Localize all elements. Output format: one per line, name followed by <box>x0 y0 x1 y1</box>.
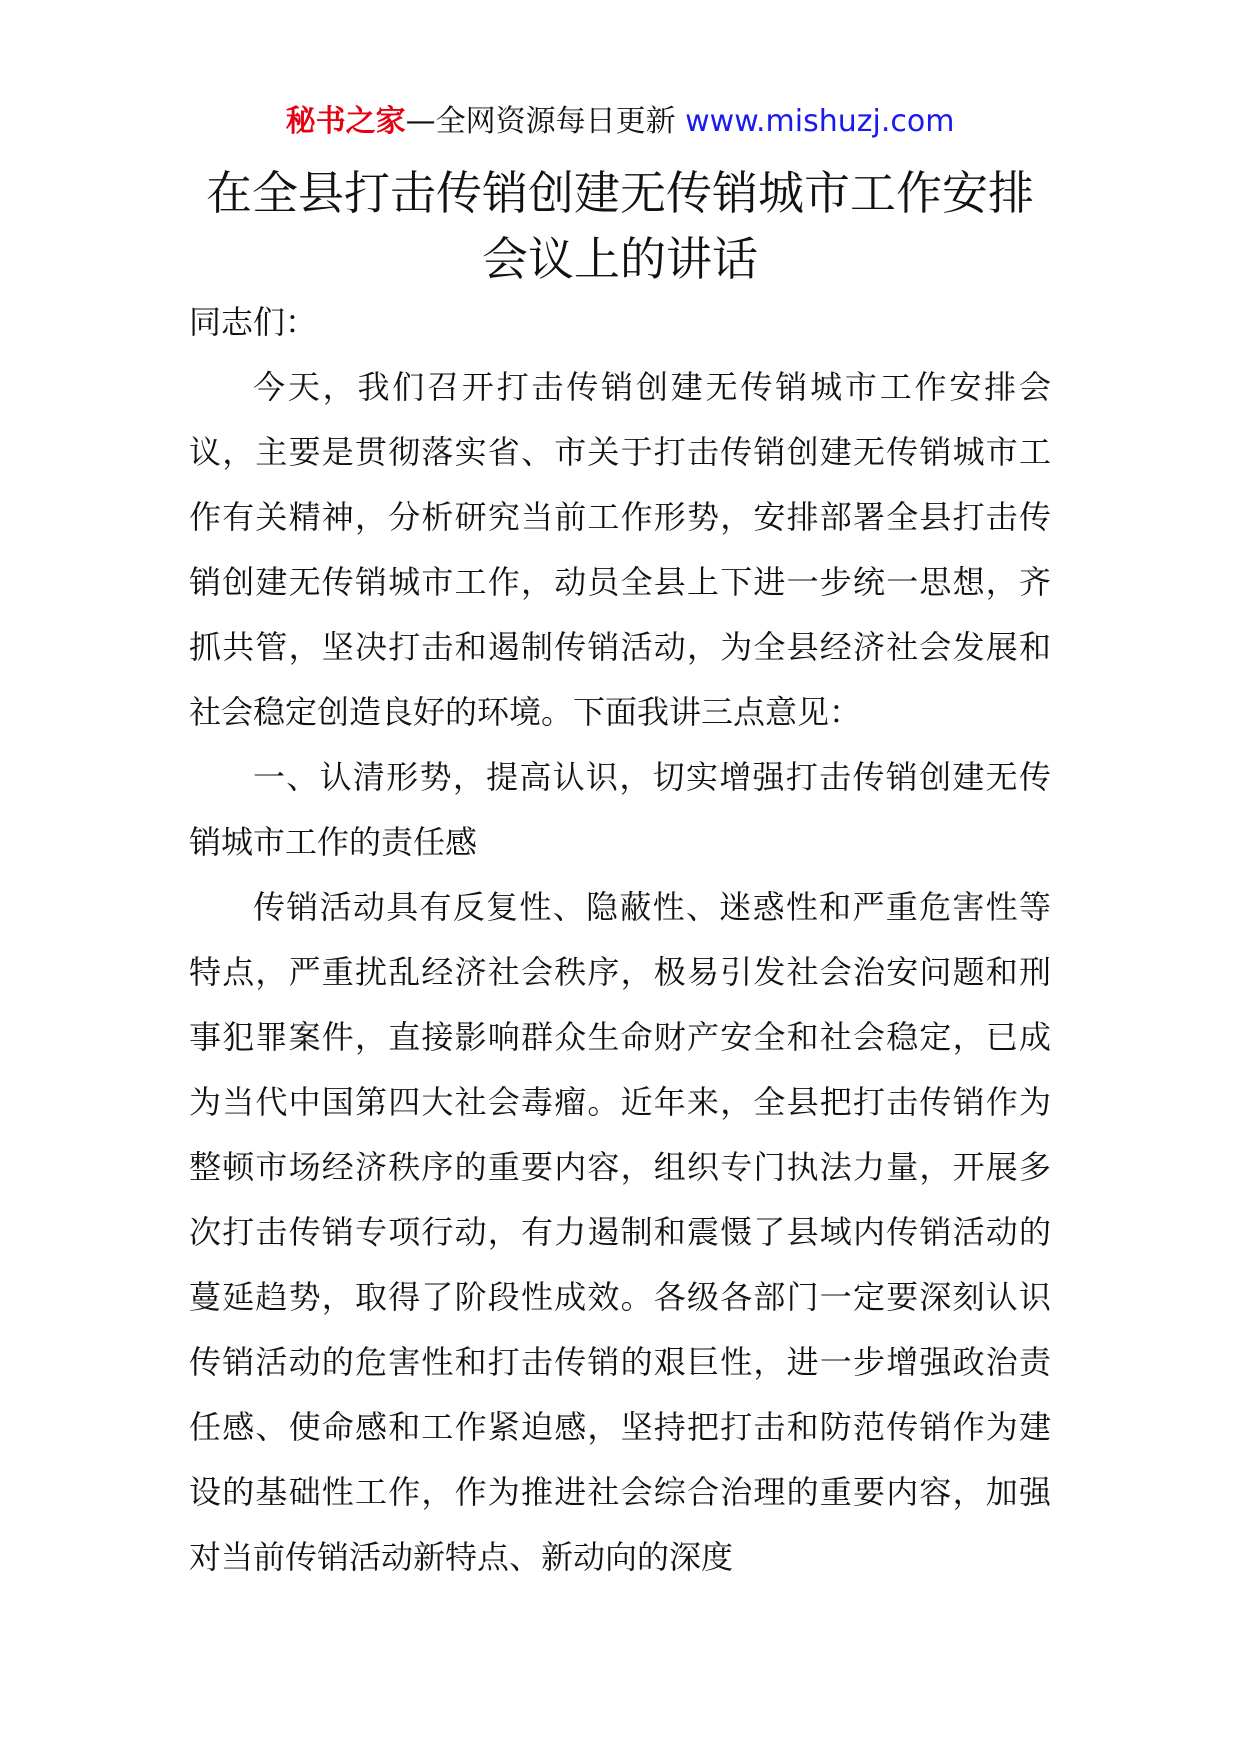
site-header <box>0 100 1240 144</box>
section-heading-1: 一、认清形势，提高认识，切实增强打击传销创建无传销城市工作的责任感 <box>189 758 1051 861</box>
document-body <box>189 290 1051 1590</box>
brand-name: 秘书之家 <box>285 104 406 139</box>
header-tagline: —全网资源每日更新 <box>405 104 686 139</box>
document-title: 在全县打击传销创建无传销城市工作安排会议上的讲话 <box>206 166 1034 286</box>
paragraph-section-1: 传销活动具有反复性、隐蔽性、迷惑性和严重危害性等特点，严重扰乱经济社会秩序，极易引发社会治安问题和刑事犯罪案件，直接影响群众生命财产安全和社会稳定，已成为当代中国第四大社会毒瘤。近年来，全县把打击传销作为整顿市场经济秩序的重要内容，组织专门执法力量，开展多次打击传销专项行动，有力遏制和震慑了县域内传销活动的蔓延趋势，取得了阶段性成效。各级各部门一定要深刻认识传销活动的危害性和打击传销的艰巨性，进一步增强政治责任感、使命感和工作紧迫感，坚持把打击和防范传销作为建设的基础性工作，作为推进社会综合治理的重要内容，加强对当前传销活动新特点、新动向的深度 <box>189 888 1051 1576</box>
paragraph-intro: 今天，我们召开打击传销创建无传销城市工作安排会议，主要是贯彻落实省、市关于打击传销创建无传销城市工作有关精神，分析研究当前工作形势，安排部署全县打击传销创建无传销城市工作，动员全县上下进一步统一思想，齐抓共管，坚决打击和遏制传销活动，为全县经济社会发展和社会稳定创造良好的环境。下面我讲三点意见： <box>189 368 1051 731</box>
salutation: 同志们： <box>189 303 318 341</box>
site-url-link[interactable]: www.mishuzj.com <box>685 104 955 139</box>
